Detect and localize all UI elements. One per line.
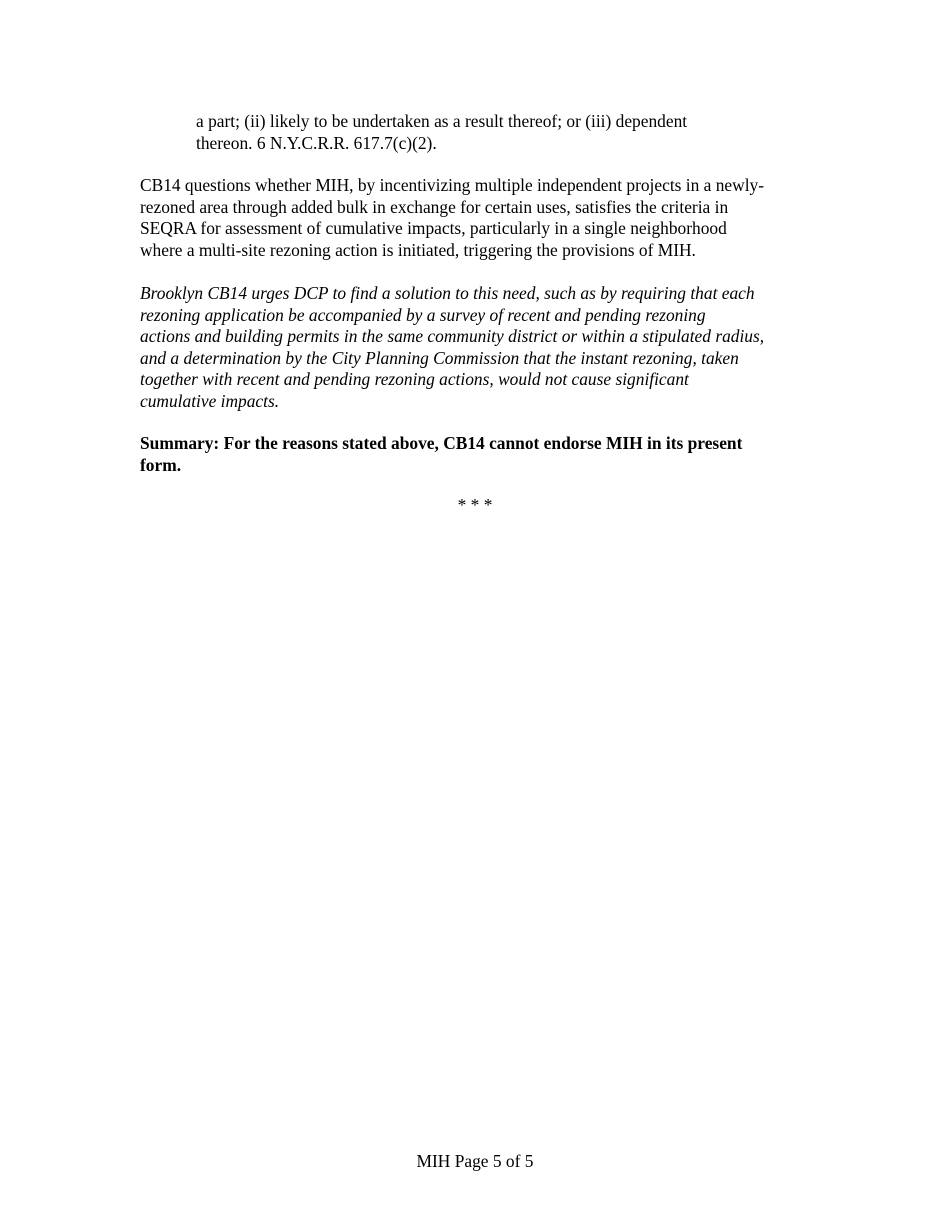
section-break: * * * xyxy=(457,495,493,515)
paragraph-line: rezoned area through added bulk in exchange for certain uses, satisfies the criteria in xyxy=(140,196,729,217)
page-footer: MIH Page 5 of 5 xyxy=(416,1151,534,1171)
paragraph-line: cumulative impacts. xyxy=(140,390,280,411)
quote-line: a part; (ii) likely to be undertaken as a result thereof; or (iii) dependent xyxy=(196,111,688,131)
summary-line: form. xyxy=(140,454,182,475)
paragraph-line: Brooklyn CB14 urges DCP to find a solution to this need, such as by requiring that each xyxy=(140,283,755,303)
summary-line: Summary: For the reasons stated above, CB14 cannot endorse MIH in its present xyxy=(140,433,743,453)
paragraph-line: rezoning application be accompanied by a survey of recent and pending rezoning xyxy=(140,304,706,325)
quote-continuation xyxy=(196,111,796,154)
paragraph-line: SEQRA for assessment of cumulative impacts, particularly in a single neighborhood xyxy=(140,218,727,239)
paragraph-line: CB14 questions whether MIH, by incentivizing multiple independent projects in a newly- xyxy=(140,175,765,195)
paragraph-line: where a multi-site rezoning action is initiated, triggering the provisions of MIH. xyxy=(140,239,696,260)
quote-line: thereon. 6 N.Y.C.R.R. 617.7(c)(2). xyxy=(196,132,437,153)
paragraph-line: actions and building permits in the same community district or within a stipulated radius, xyxy=(140,326,765,347)
paragraph-line: and a determination by the City Planning Commission that the instant rezoning, taken xyxy=(140,347,739,368)
paragraph-line: together with recent and pending rezoning actions, would not cause significant xyxy=(140,369,689,390)
summary-paragraph xyxy=(140,433,830,476)
questions-paragraph xyxy=(140,175,830,261)
recommendation-paragraph xyxy=(140,283,830,413)
